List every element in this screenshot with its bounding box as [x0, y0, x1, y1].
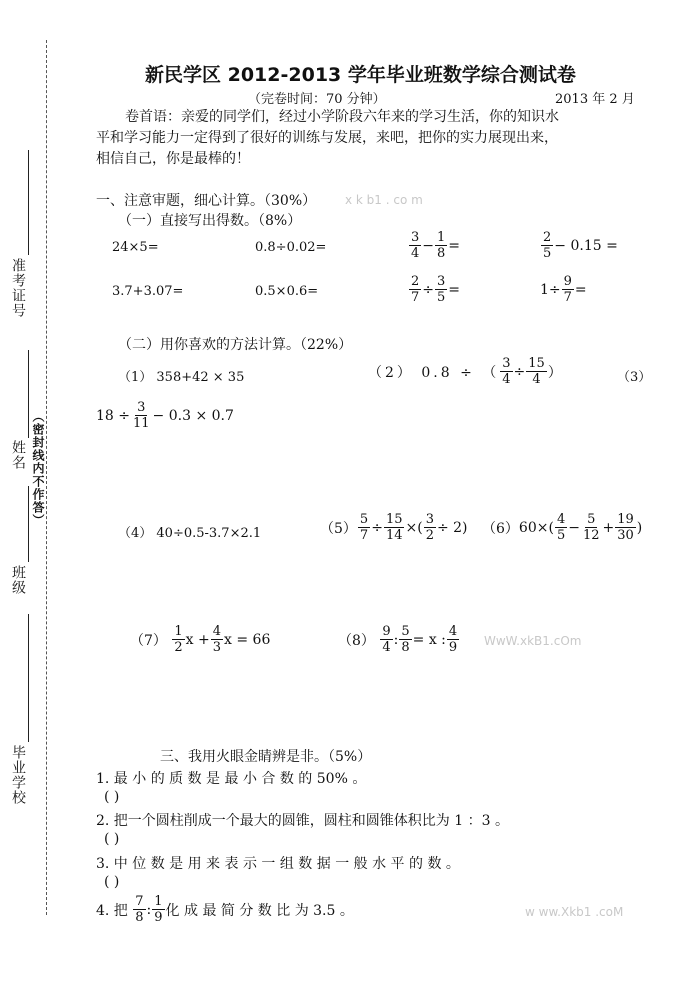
watermark: WwW.xkB1.cOm: [484, 634, 582, 648]
tf-q3-blank: ( ): [104, 874, 120, 890]
q-frac-minus-decimal: $\frac{2}{5}$ − 0.15 =: [543, 230, 618, 261]
section3-title: 三、我用火眼金睛辨是非。（5%）: [160, 749, 372, 765]
tf-q1: 1. 最 小 的 质 数 是 最 小 合 数 的 50% 。: [96, 771, 367, 787]
class-blank: [28, 486, 29, 562]
calc-q6: （6） 60×( $\frac{4}{5}$ − $\frac{5}{12}$ + $\frac{19}{30}$ ): [482, 512, 643, 543]
calc-q3: 18 ÷ $\frac{3}{11}$ − 0.3 × 0.7: [96, 400, 234, 431]
exam-number-blank: [28, 150, 29, 255]
calc-q5: （5） $\frac{5}{7}$ ÷ $\frac{15}{14}$ ×( $\frac{3}{2}$ ÷ 2): [320, 512, 468, 543]
tf-q3: 3. 中 位 数 是 用 来 表 示 一 组 数 据 一 般 水 平 的 数 。: [96, 856, 460, 872]
preface-line-1: 卷首语：亲爱的同学们，经过小学阶段六年来的学习生活，你的知识水: [125, 109, 559, 125]
q-1-div-frac: 1÷ $\frac{9}{7}$ =: [540, 274, 587, 305]
class-label: 班级: [10, 565, 26, 595]
preface-line-3: 相信自己，你是最棒的！: [96, 151, 250, 167]
part1-title: （一）直接写出得数。（8%）: [118, 213, 302, 229]
calc-q8: （8） $\frac{9}{4}$ : $\frac{5}{8}$ = x : $\frac{4}{9}$: [338, 624, 458, 655]
preface-line-2: 平和学习能力一定得到了很好的训练与发展，来吧，把你的实力展现出来，: [96, 130, 558, 146]
q-frac-divide: $\frac{2}{7}$ ÷ $\frac{3}{5}$ =: [411, 274, 461, 305]
q-24x5: 24×5=: [112, 240, 159, 255]
name-label: 姓名: [10, 440, 26, 470]
page-title: 新民学区 2012-2013 学年毕业班数学综合测试卷: [145, 64, 576, 86]
q-frac-subtract: $\frac{3}{4}$ − $\frac{1}{8}$ =: [411, 230, 461, 261]
part2-title: （二）用你喜欢的方法计算。（22%）: [118, 337, 353, 353]
name-blank: [28, 350, 29, 438]
school-blank: [28, 614, 29, 742]
tf-q2: 2. 把一个圆柱削成一个最大的圆锥，圆柱和圆锥体积比为 1 ：3 。: [96, 813, 509, 829]
time-limit: （完卷时间：70 分钟）: [248, 92, 386, 107]
q-0.8div0.02: 0.8÷0.02=: [255, 240, 327, 255]
q-0.5x0.6: 0.5×0.6=: [255, 284, 319, 299]
calc-q4: （4） 40÷0.5-3.7×2.1: [118, 526, 262, 541]
tf-q4: 4. 把 $\frac{7}{8}$ : $\frac{1}{9}$ 化 成 最 简 分 数 比 为 3.5 。: [96, 894, 354, 925]
seal-note: （密封线内不作答）: [31, 410, 45, 527]
tf-q2-blank: ( ): [104, 831, 120, 847]
exam-date: 2013 年 2 月: [555, 92, 635, 107]
watermark: x k b1 . co m: [345, 193, 423, 207]
school-label: 毕业学校: [10, 745, 26, 805]
tf-q1-blank: ( ): [104, 789, 120, 805]
watermark: w ww.Xkb1 .coM: [525, 905, 624, 919]
calc-q2: （2） 0.8 ÷ （ $\frac{3}{4}$ ÷ $\frac{15}{4}$ ）: [368, 356, 562, 387]
calc-q3-label: （3）: [617, 370, 652, 385]
calc-q7: （7） $\frac{1}{2}$ x + $\frac{4}{3}$ x = 66: [130, 624, 271, 655]
section1-title: 一、注意审题，细心计算。（30%）: [96, 193, 317, 209]
exam-number-label: 准考证号: [10, 258, 26, 318]
q-3.7plus3.07: 3.7+3.07=: [112, 284, 184, 299]
calc-q1: （1） 358+42 × 35: [118, 370, 245, 385]
